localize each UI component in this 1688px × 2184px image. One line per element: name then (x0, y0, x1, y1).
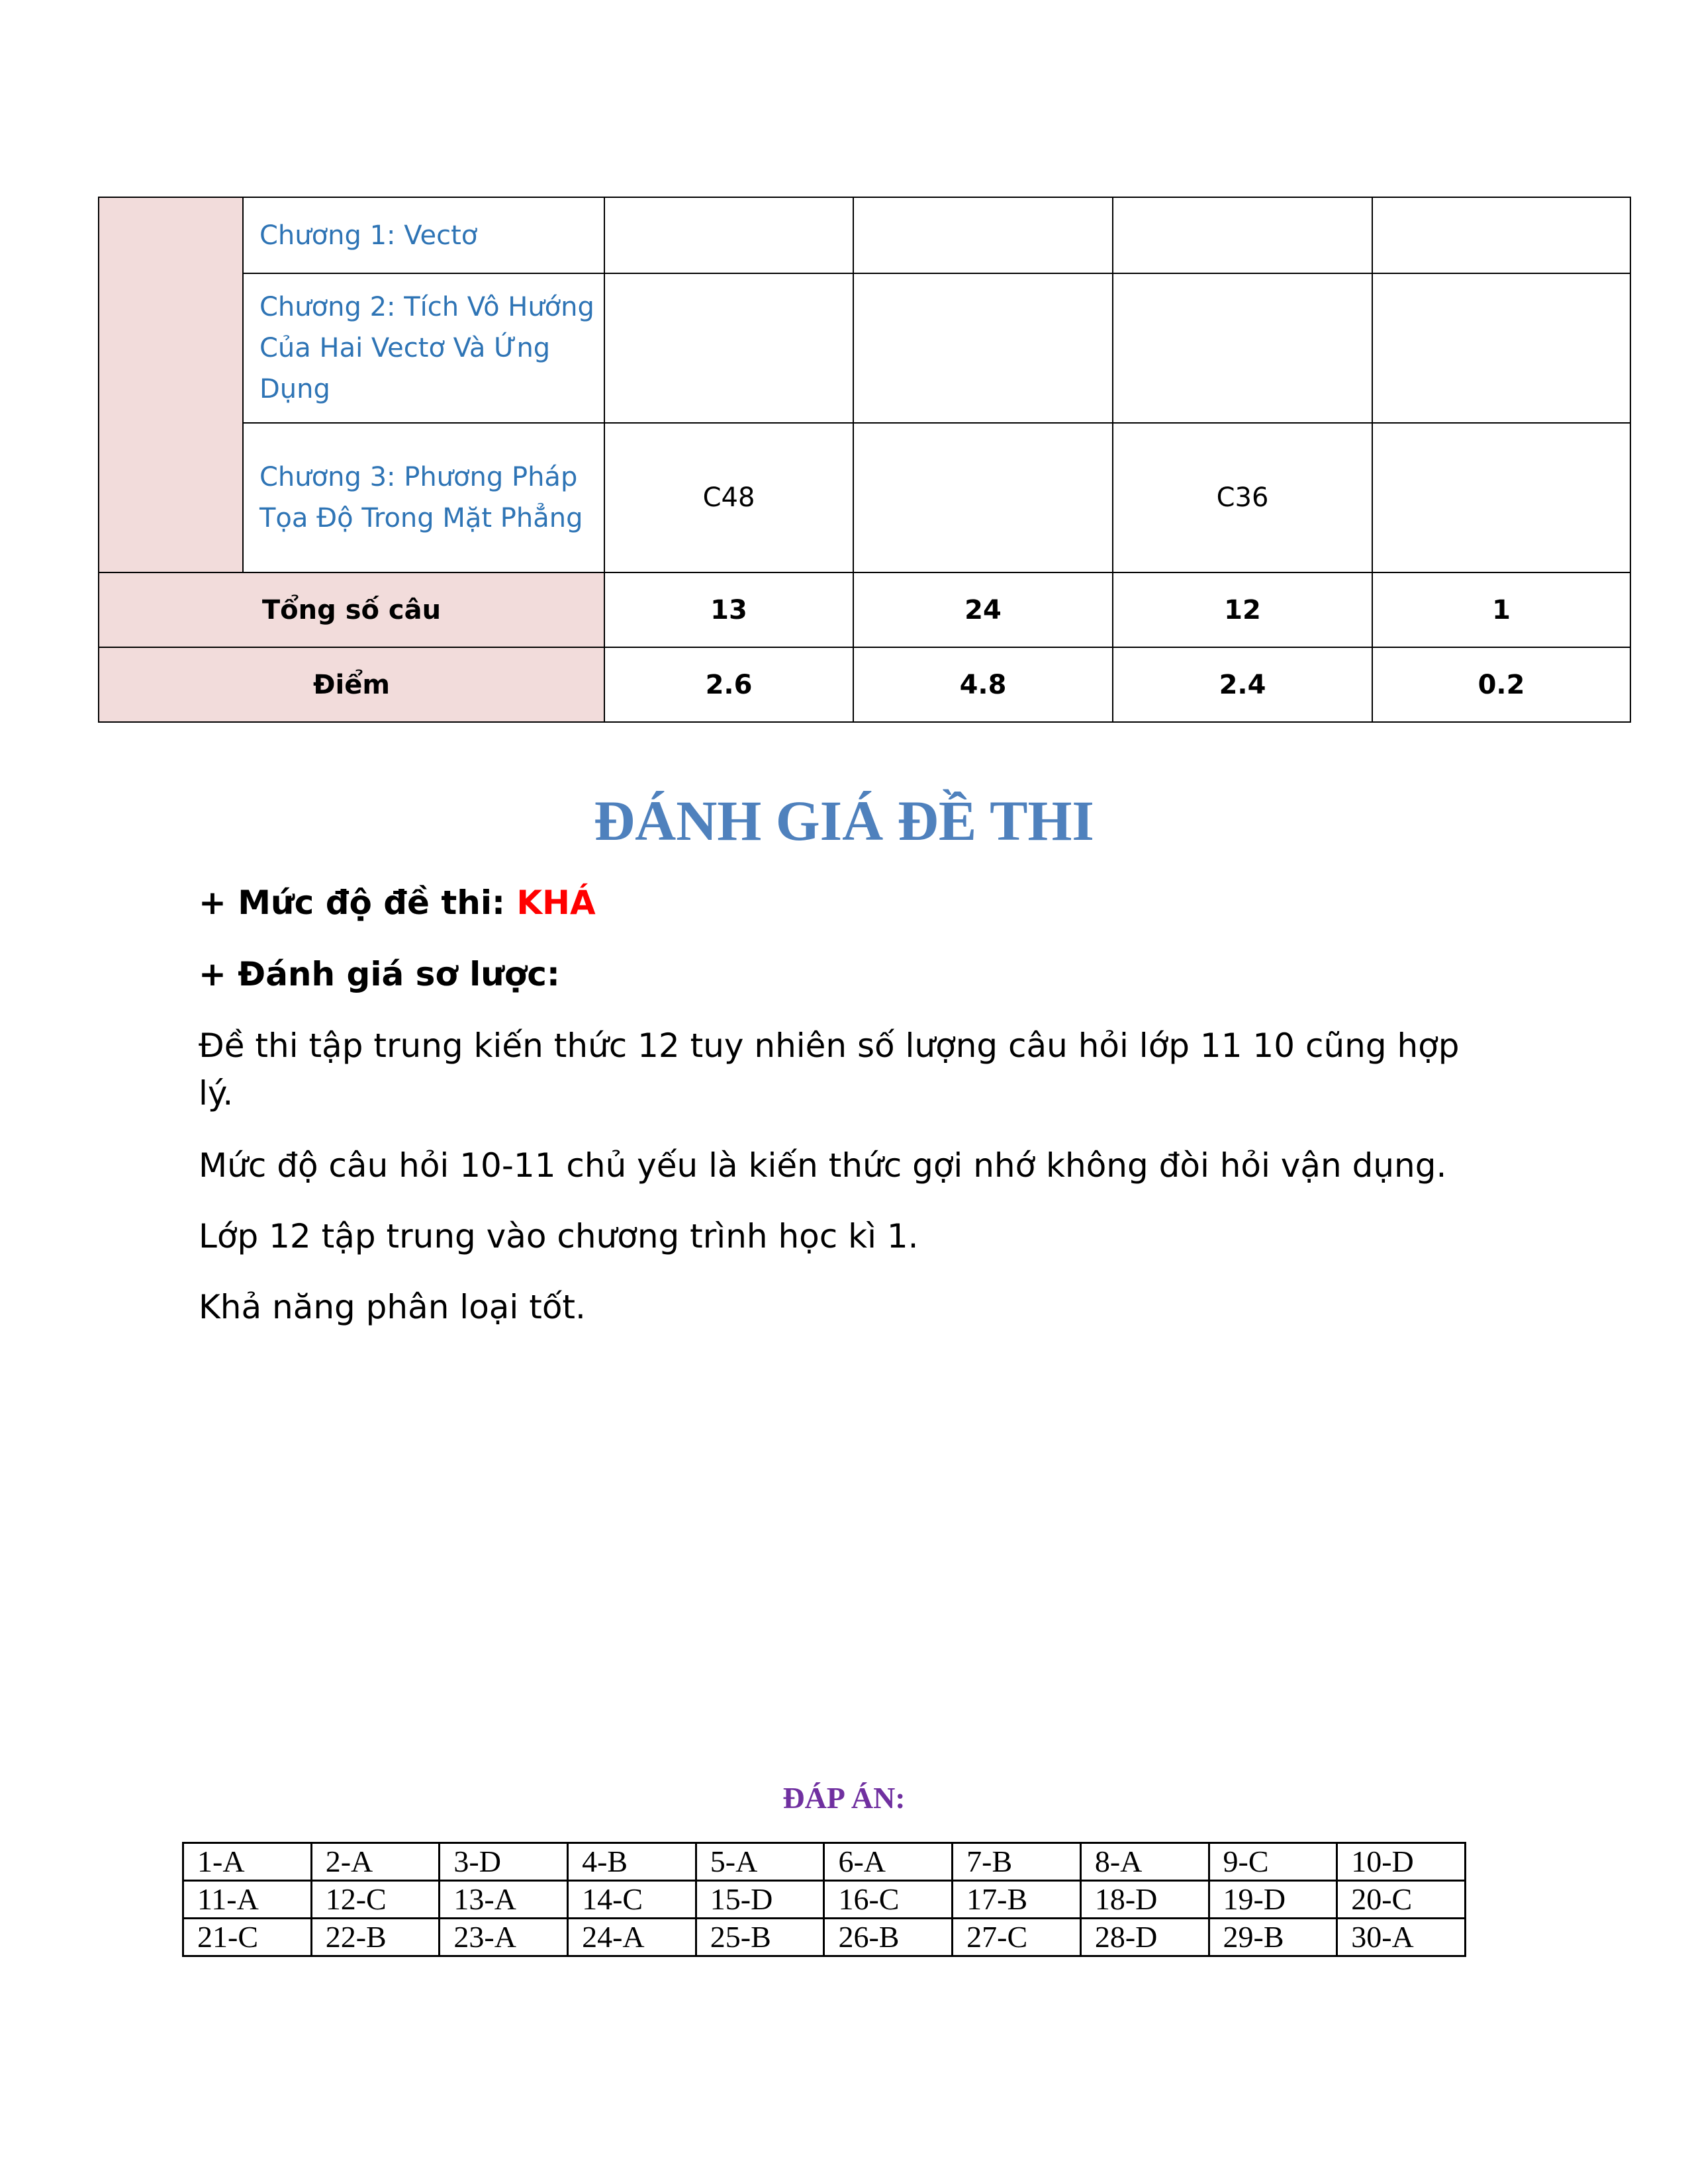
total-value: 1 (1372, 572, 1630, 647)
total-value: 24 (853, 572, 1113, 647)
score-value: 4.8 (853, 647, 1113, 722)
answer-cell: 26-B (824, 1919, 953, 1956)
answer-cell: 21-C (183, 1919, 312, 1956)
answer-cell: 17-B (953, 1881, 1081, 1919)
application-cell (1113, 197, 1372, 273)
difficulty-line (199, 879, 1496, 927)
score-row (99, 647, 1630, 722)
score-value: 2.4 (1113, 647, 1372, 722)
answer-key-title: ĐÁP ÁN: (782, 1781, 906, 1815)
high-application-cell (1372, 197, 1630, 273)
answer-cell: 4-B (568, 1843, 696, 1881)
answer-cell: 1-A (183, 1843, 312, 1881)
summary-paragraph: Đề thi tập trung kiến thức 12 tuy nhiên số lượng câu hỏi lớp 11 10 cũng hợp lý. (199, 1026, 1460, 1113)
recall-cell (604, 273, 853, 423)
answer-cell: 8-A (1080, 1843, 1209, 1881)
answer-cell: 30-A (1337, 1919, 1466, 1956)
table-row (99, 423, 1630, 572)
answer-cell: 14-C (568, 1881, 696, 1919)
answer-cell: 9-C (1209, 1843, 1337, 1881)
chapter-label: Chương 2: Tích Vô Hướng Của Hai Vectơ Và Ứng Dụng (243, 273, 604, 423)
answer-cell: 3-D (440, 1843, 568, 1881)
answer-cell: 6-A (824, 1843, 953, 1881)
chapter-label: Chương 1: Vectơ (243, 197, 604, 273)
answer-cell: 23-A (440, 1919, 568, 1956)
table-row (99, 197, 1630, 273)
summary-paragraph: Khả năng phân loại tốt. (199, 1288, 586, 1326)
application-cell: C36 (1113, 423, 1372, 572)
total-value: 13 (604, 572, 853, 647)
total-value: 12 (1113, 572, 1372, 647)
evaluation-title: ĐÁNH GIÁ ĐỀ THI (594, 789, 1094, 852)
answer-cell: 16-C (824, 1881, 953, 1919)
total-row (99, 572, 1630, 647)
understanding-cell (853, 273, 1113, 423)
summary-paragraph: Lớp 12 tập trung vào chương trình học kì 1. (199, 1217, 919, 1255)
answer-cell: 2-A (311, 1843, 440, 1881)
high-application-cell (1372, 423, 1630, 572)
difficulty-value: KHÁ (516, 884, 596, 922)
application-cell (1113, 273, 1372, 423)
answer-cell: 20-C (1337, 1881, 1466, 1919)
answer-cell: 15-D (696, 1881, 824, 1919)
grade-label-cell (99, 197, 243, 572)
table-row (183, 1843, 1466, 1881)
answer-cell: 27-C (953, 1919, 1081, 1956)
answer-cell: 18-D (1080, 1881, 1209, 1919)
answer-cell: 29-B (1209, 1919, 1337, 1956)
recall-cell (604, 197, 853, 273)
answer-cell: 12-C (311, 1881, 440, 1919)
understanding-cell (853, 197, 1113, 273)
answer-cell: 24-A (568, 1919, 696, 1956)
answer-cell: 22-B (311, 1919, 440, 1956)
score-value: 0.2 (1372, 647, 1630, 722)
understanding-cell (853, 423, 1113, 572)
summary-label: + Đánh giá sơ lược: (199, 955, 560, 993)
answer-key-table (182, 1842, 1466, 1957)
answer-cell: 19-D (1209, 1881, 1337, 1919)
recall-cell: C48 (604, 423, 853, 572)
table-row (183, 1919, 1466, 1956)
answer-cell: 5-A (696, 1843, 824, 1881)
answer-cell: 7-B (953, 1843, 1081, 1881)
exam-matrix-table (98, 197, 1631, 723)
chapter-label: Chương 3: Phương Pháp Tọa Độ Trong Mặt Phẳng (243, 423, 604, 572)
score-label: Điểm (99, 647, 604, 722)
summary-paragraph: Mức độ câu hỏi 10-11 chủ yếu là kiến thức gợi nhớ không đòi hỏi vận dụng. (199, 1146, 1447, 1185)
score-value: 2.6 (604, 647, 853, 722)
table-row (183, 1881, 1466, 1919)
table-row (99, 273, 1630, 423)
high-application-cell (1372, 273, 1630, 423)
answer-cell: 13-A (440, 1881, 568, 1919)
difficulty-label: + Mức độ đề thi: (199, 884, 517, 922)
total-label: Tổng số câu (99, 572, 604, 647)
answer-cell: 28-D (1080, 1919, 1209, 1956)
answer-cell: 11-A (183, 1881, 312, 1919)
answer-cell: 25-B (696, 1919, 824, 1956)
answer-cell: 10-D (1337, 1843, 1466, 1881)
